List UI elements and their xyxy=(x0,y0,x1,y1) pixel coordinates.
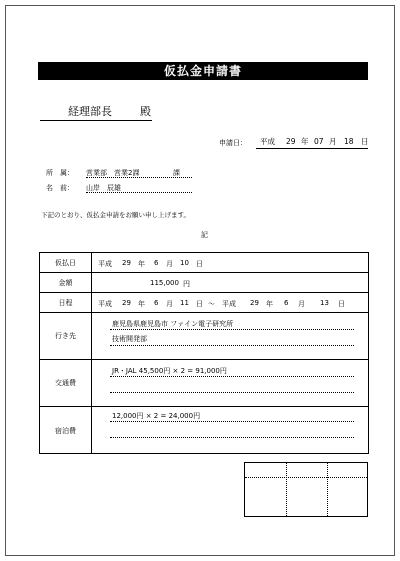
affiliation-underline xyxy=(86,177,192,178)
affiliation-suffix: 課 xyxy=(173,169,180,177)
stamp-column-divider xyxy=(327,463,328,516)
advance-date-day: 10 xyxy=(180,259,189,267)
destination-line1-rule xyxy=(110,329,354,330)
advance-date-day-unit: 日 xyxy=(196,260,203,268)
schedule-to-day: 13 xyxy=(320,299,329,307)
date-year-unit: 年 xyxy=(301,137,309,146)
lodging-label: 宿泊費 xyxy=(40,407,92,454)
schedule-to-year: 29 xyxy=(250,299,259,307)
transport-label: 交通費 xyxy=(40,360,92,406)
schedule-tilde: ～ xyxy=(208,300,215,308)
amount-label: 金額 xyxy=(40,273,92,292)
addressee-honorific: 殿 xyxy=(140,105,151,118)
affiliation-value: 営業部 営業2課 xyxy=(86,169,140,177)
transport-line2-rule xyxy=(110,392,354,393)
advance-date-year: 29 xyxy=(122,259,131,267)
schedule-from-month: 6 xyxy=(154,299,159,307)
approval-stamp-grid xyxy=(244,462,368,517)
date-label: 申請日： xyxy=(219,139,247,147)
schedule-from-era: 平成 xyxy=(98,300,112,308)
row-destination xyxy=(40,312,368,359)
schedule-label: 日程 xyxy=(40,293,92,312)
row-amount xyxy=(40,272,368,292)
ki-mark: 記 xyxy=(201,231,208,239)
schedule-to-month: 6 xyxy=(284,299,289,307)
lodging-line2-rule xyxy=(110,437,354,438)
destination-line2-rule xyxy=(110,345,354,346)
schedule-from-year-unit: 年 xyxy=(138,300,145,308)
advance-date-month-unit: 月 xyxy=(166,260,173,268)
stamp-header-divider xyxy=(245,477,367,478)
schedule-to-day-unit: 日 xyxy=(338,300,345,308)
date-year: 29 xyxy=(286,137,296,146)
advance-date-era: 平成 xyxy=(98,260,112,268)
name-label: 名 前： xyxy=(46,184,74,192)
destination-line1: 鹿児島県鹿児島市 ファイン電子研究所 xyxy=(112,320,234,328)
schedule-to-year-unit: 年 xyxy=(266,300,273,308)
lodging-line1: 12,000円 × 2 = 24,000円 xyxy=(112,412,201,420)
name-underline xyxy=(86,192,192,193)
lodging-line1-rule xyxy=(110,421,354,422)
form-title: 仮払金申請書 xyxy=(38,62,368,80)
schedule-from-day-unit: 日 xyxy=(196,300,203,308)
advance-date-year-unit: 年 xyxy=(138,260,145,268)
row-transport xyxy=(40,359,368,406)
addressee-line xyxy=(40,104,152,121)
date-era: 平成 xyxy=(260,137,275,146)
transport-line1-rule xyxy=(110,376,354,377)
intro-text: 下記のとおり、仮払金申請をお願い申し上げます。 xyxy=(41,211,190,219)
schedule-to-era: 平成 xyxy=(222,300,236,308)
date-day-unit: 日 xyxy=(361,137,369,146)
amount-unit: 円 xyxy=(183,280,190,288)
stamp-column-divider xyxy=(286,463,287,516)
row-lodging xyxy=(40,406,368,454)
schedule-from-year: 29 xyxy=(122,299,131,307)
schedule-from-day: 11 xyxy=(180,299,189,307)
advance-date-label: 仮払日 xyxy=(40,253,92,272)
amount-value: 115,000 xyxy=(150,279,179,287)
row-advance-date xyxy=(40,253,368,272)
destination-label: 行き先 xyxy=(40,313,92,359)
schedule-from-month-unit: 月 xyxy=(166,300,173,308)
application-date xyxy=(256,136,368,149)
name-value: 山岸 辰雄 xyxy=(86,184,121,192)
schedule-to-month-unit: 月 xyxy=(298,300,305,308)
date-month: 07 xyxy=(314,137,324,146)
row-schedule xyxy=(40,292,368,312)
advance-date-month: 6 xyxy=(154,259,159,267)
transport-line1: JR・JAL 45,500円 × 2 = 91,000円 xyxy=(112,367,227,375)
date-month-unit: 月 xyxy=(329,137,337,146)
addressee-department: 経理部長 xyxy=(68,105,112,118)
affiliation-label: 所 属： xyxy=(46,169,74,177)
date-day: 18 xyxy=(344,137,354,146)
destination-line2: 技術開発部 xyxy=(112,335,147,343)
form-sheet xyxy=(5,5,395,556)
details-table xyxy=(39,252,369,454)
